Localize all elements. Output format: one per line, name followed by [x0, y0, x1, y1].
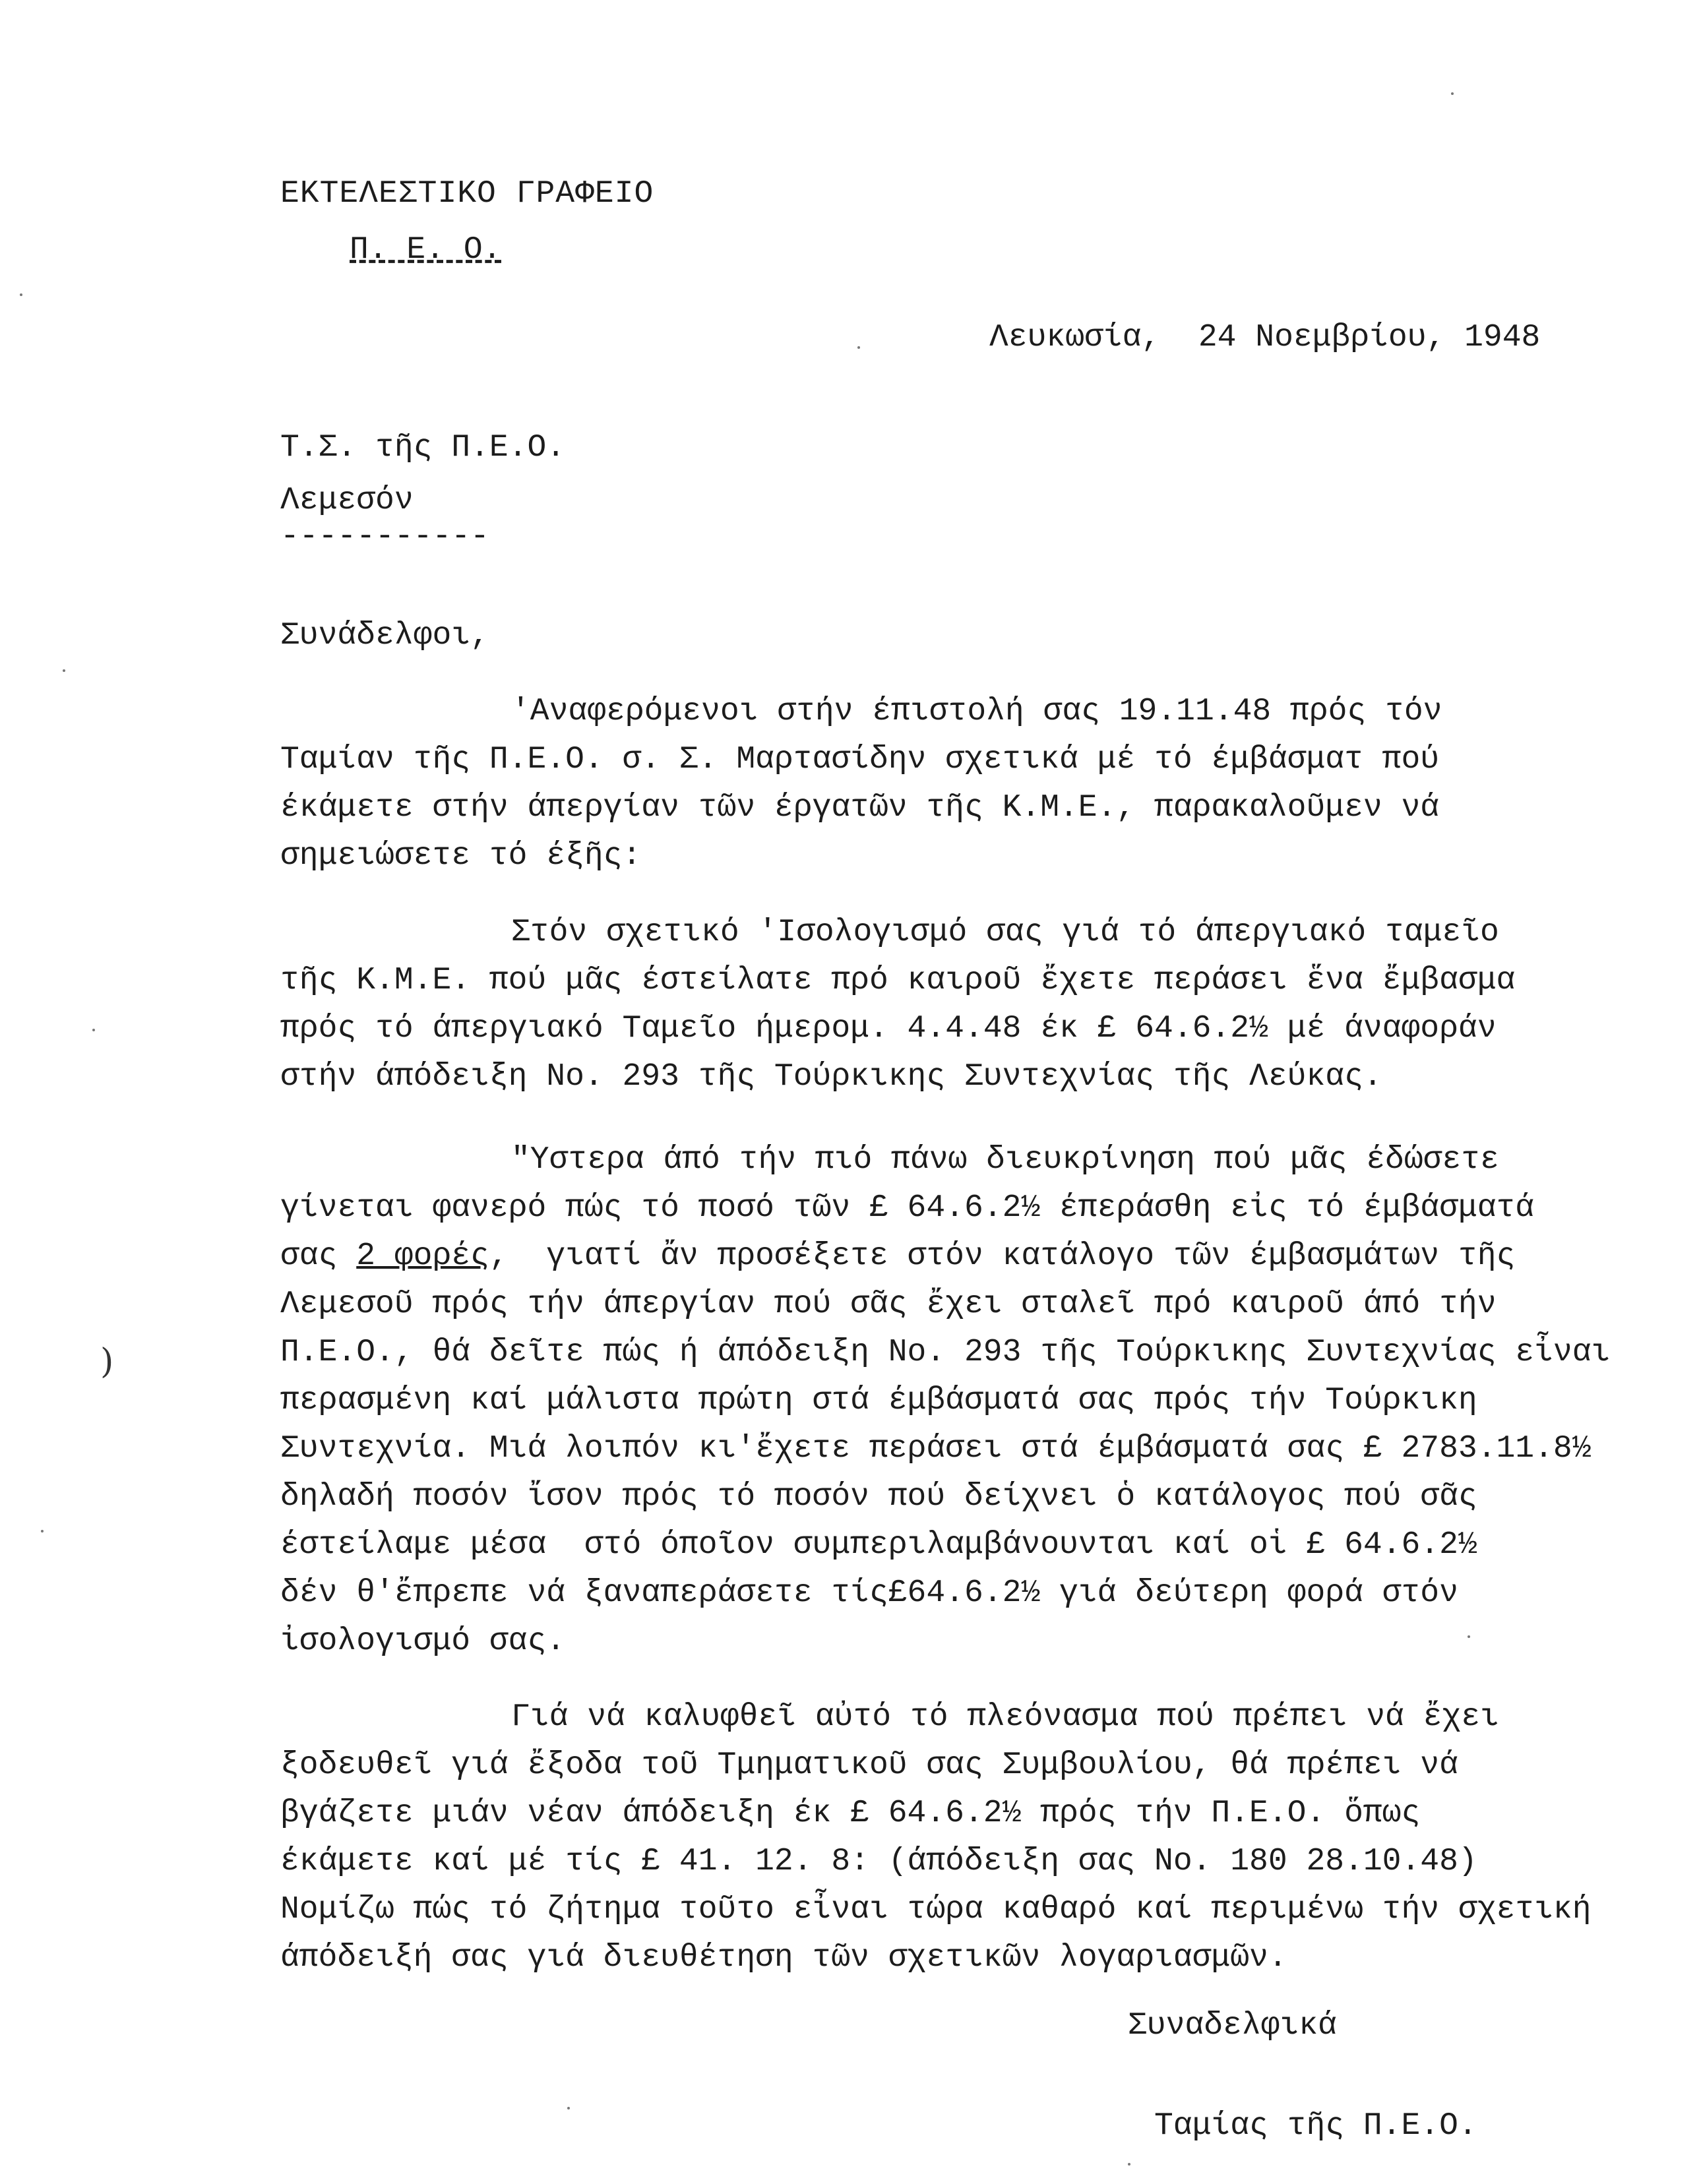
paragraph-line: τῆς Κ.Μ.Ε. πού μᾶς έστείλατε πρό καιροῦ ἔχετε περάσει ἕνα ἔμβασμα — [280, 963, 1516, 998]
recipient-underline-rule: ----------- — [280, 519, 489, 555]
paragraph-line: Νομίζω πώς τό ζήτημα τοῦτο εἶναι τώρα καθαρό καί περιμένω τήν σχετική — [280, 1892, 1592, 1927]
paragraph-line: Π.Ε.Ο., θά δεῖτε πώς ή άπόδειξη Νο. 293 τῆς Τούρκικης Συντεχνίας εἶναι — [280, 1335, 1611, 1370]
paragraph-text: , γιατί ἄν προσέξετε στόν κατάλογο τῶν έμβασμάτων τῆς — [489, 1238, 1516, 1274]
paragraph-line: Γιά νά καλυφθεῖ αὐτό τό πλεόνασμα πού πρέπει νά ἔχει — [511, 1699, 1499, 1735]
paragraph-line: "Υστερα άπό τήν πιό πάνω διευκρίνηση πού μᾶς έδώσετε — [511, 1142, 1499, 1178]
scan-speck — [1468, 1635, 1470, 1638]
scan-speck — [63, 669, 65, 672]
recipient-city: Λεμεσόν — [280, 483, 414, 518]
paragraph-line: Στόν σχετικό 'Ισολογισμό σας γιά τό άπεργιακό ταμεῖο — [511, 915, 1499, 950]
paragraph-line: βγάζετε μιάν νέαν άπόδειξη έκ £ 64.6.2½ πρός τήν Π.Ε.Ο. ὅπως — [280, 1796, 1421, 1831]
scan-speck — [20, 293, 22, 296]
date-line: Λευκωσία, 24 Νοεμβρίου, 1948 — [989, 320, 1541, 355]
closing: Συναδελφικά — [1128, 2008, 1337, 2044]
scan-speck — [857, 346, 860, 349]
paragraph-line: Λεμεσοῦ πρός τήν άπεργίαν πού σᾶς ἔχει σταλεῖ πρό καιροῦ άπό τήν — [280, 1287, 1497, 1322]
scan-speck — [92, 1029, 95, 1031]
margin-bracket-mark: ) — [100, 1342, 114, 1381]
paragraph-text: σας — [280, 1238, 357, 1274]
organization-abbreviation: Π. Ε. Ο. — [350, 232, 502, 268]
paragraph-line-with-emphasis — [280, 1240, 1515, 1272]
paragraph-line: άπόδειξή σας γιά διευθέτηση τῶν σχετικῶν λογαριασμῶν. — [280, 1940, 1287, 1976]
paragraph-line: δέν θ'ἔπρεπε νά ξαναπεράσετε τίς£64.6.2½ γιά δεύτερη φορά στόν — [280, 1575, 1458, 1611]
scan-speck — [1451, 92, 1454, 95]
scan-speck — [41, 1530, 44, 1532]
scan-speck — [567, 2107, 570, 2109]
paragraph-line: έκάμετε καί μέ τίς £ 41. 12. 8: (άπόδειξη σας Νο. 180 28.10.48) — [280, 1844, 1477, 1879]
paragraph-line: στήν άπόδειξη Νο. 293 τῆς Τούρκικης Συντεχνίας τῆς Λεύκας. — [280, 1059, 1382, 1095]
recipient-name: Τ.Σ. τῆς Π.Ε.Ο. — [280, 430, 566, 466]
underlined-emphasis: 2 φορές — [356, 1238, 489, 1274]
paragraph-line: περασμένη καί μάλιστα πρώτη στά έμβάσματά σας πρός τήν Τούρκικη — [280, 1383, 1477, 1418]
paragraph-line: Ταμίαν τῆς Π.Ε.Ο. σ. Σ. Μαρτασίδην σχετικά μέ τό έμβάσματ πού — [280, 742, 1440, 777]
paragraph-line: Συντεχνία. Μιά λοιπόν κι'ἔχετε περάσει στά έμβάσματά σας £ 2783.11.8½ — [280, 1431, 1592, 1467]
paragraph-line: έστείλαμε μέσα στό όποῖον συμπεριλαμβάνουνται καί οἱ £ 64.6.2½ — [280, 1527, 1477, 1563]
paragraph-line: ξοδευθεῖ γιά ἔξοδα τοῦ Τμηματικοῦ σας Συμβουλίου, θά πρέπει νά — [280, 1747, 1458, 1783]
signature-line: Ταμίας τῆς Π.Ε.Ο. — [1154, 2108, 1477, 2144]
paragraph-line: πρός τό άπεργιακό Ταμεῖο ήμερομ. 4.4.48 έκ £ 64.6.2½ μέ άναφοράν — [280, 1011, 1497, 1046]
paragraph-line: έκάμετε στήν άπεργίαν τῶν έργατῶν τῆς Κ.Μ.Ε., παρακαλοῦμεν νά — [280, 790, 1440, 826]
paragraph-line: 'Αναφερόμενοι στήν έπιστολή σας 19.11.48 πρός τόν — [511, 694, 1442, 729]
paragraph-line: σημειώσετε τό έξῆς: — [280, 838, 642, 874]
office-heading: ΕΚΤΕΛΕΣΤΙΚΟ ΓΡΑΦΕΙΟ — [280, 176, 654, 212]
paragraph-line: δηλαδή ποσόν ἴσον πρός τό ποσόν πού δείχνει ὁ κατάλογος πού σᾶς — [280, 1479, 1477, 1515]
paragraph-line: ἰσολογισμό σας. — [280, 1623, 566, 1659]
salutation: Συνάδελφοι, — [280, 618, 489, 653]
paragraph-line: γίνεται φανερό πώς τό ποσό τῶν £ 64.6.2½ έπεράσθη εἰς τό έμβάσματά — [280, 1190, 1535, 1226]
scan-speck — [1128, 2163, 1130, 2166]
